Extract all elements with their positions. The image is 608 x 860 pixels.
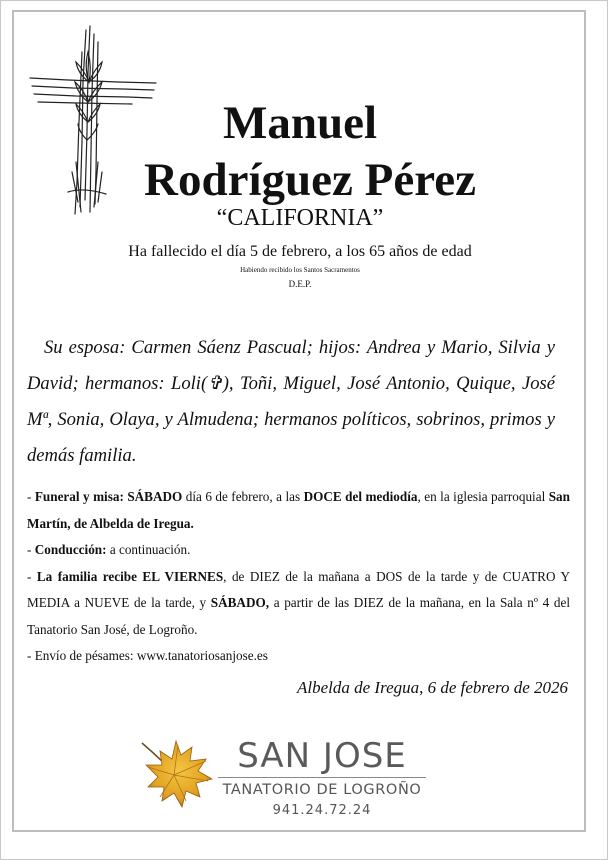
maple-leaf-icon (136, 735, 216, 810)
brand-phone: 941.24.72.24 (272, 803, 372, 818)
conduccion-label: Conducción: (34, 542, 107, 557)
conduccion-line: - Conducción: a continuación. (27, 542, 191, 557)
brand-subtitle: TANATORIO DE LOGROÑO (222, 782, 422, 798)
sacraments-note: Habiendo recibido los Santos Sacramentos (240, 266, 360, 274)
service-details (27, 484, 570, 670)
brand-logo (214, 737, 430, 822)
death-notice: Ha fallecido el día 5 de febrero, a los 65 años de edad (128, 243, 472, 260)
condolences-line: - Envío de pésames: www.tanatoriosanjose.es (27, 648, 268, 663)
place-and-date: Albelda de Iregua, 6 de febrero de 2026 (297, 678, 568, 697)
brand-name: SAN JOSE (237, 736, 407, 776)
deceased-surnames: Rodríguez Pérez (144, 154, 476, 206)
deceased-first-name: Manuel (222, 97, 378, 149)
visitation-label: La familia recibe EL VIERNES (36, 568, 224, 584)
visitation-line: - La familia recibe EL VIERNES, de DIEZ de la mañana a DOS de la tarde y de CUATRO Y MEDIA a NUEVE de la tarde, y SÁBADO, a partir de las DIEZ de la mañana, en la Sala nº 4 del Tanatorio San José, de Logroño. (27, 568, 570, 637)
family-paragraph: Su esposa: Carmen Sáenz Pascual; hijos: Andrea y Mario, Silvia y David; hermanos: Loli(✞), Toñi, Miguel, José Antonio, Quique, José Mª, Sonia, Olaya, y Almudena; hermanos políticos, sobrinos, primos y demás familia. (27, 337, 555, 466)
nickname: “CALIFORNIA” (216, 205, 384, 231)
funeral-line: - Funeral y misa: SÁBADO día 6 de febrero, a las DOCE del mediodía, en la iglesia parroquial San Martín, de Albelda de Iregua. (27, 489, 570, 531)
dep-abbreviation: D.E.P. (288, 279, 312, 289)
funeral-label: Funeral y misa: (34, 489, 124, 504)
brand-divider (218, 777, 426, 778)
